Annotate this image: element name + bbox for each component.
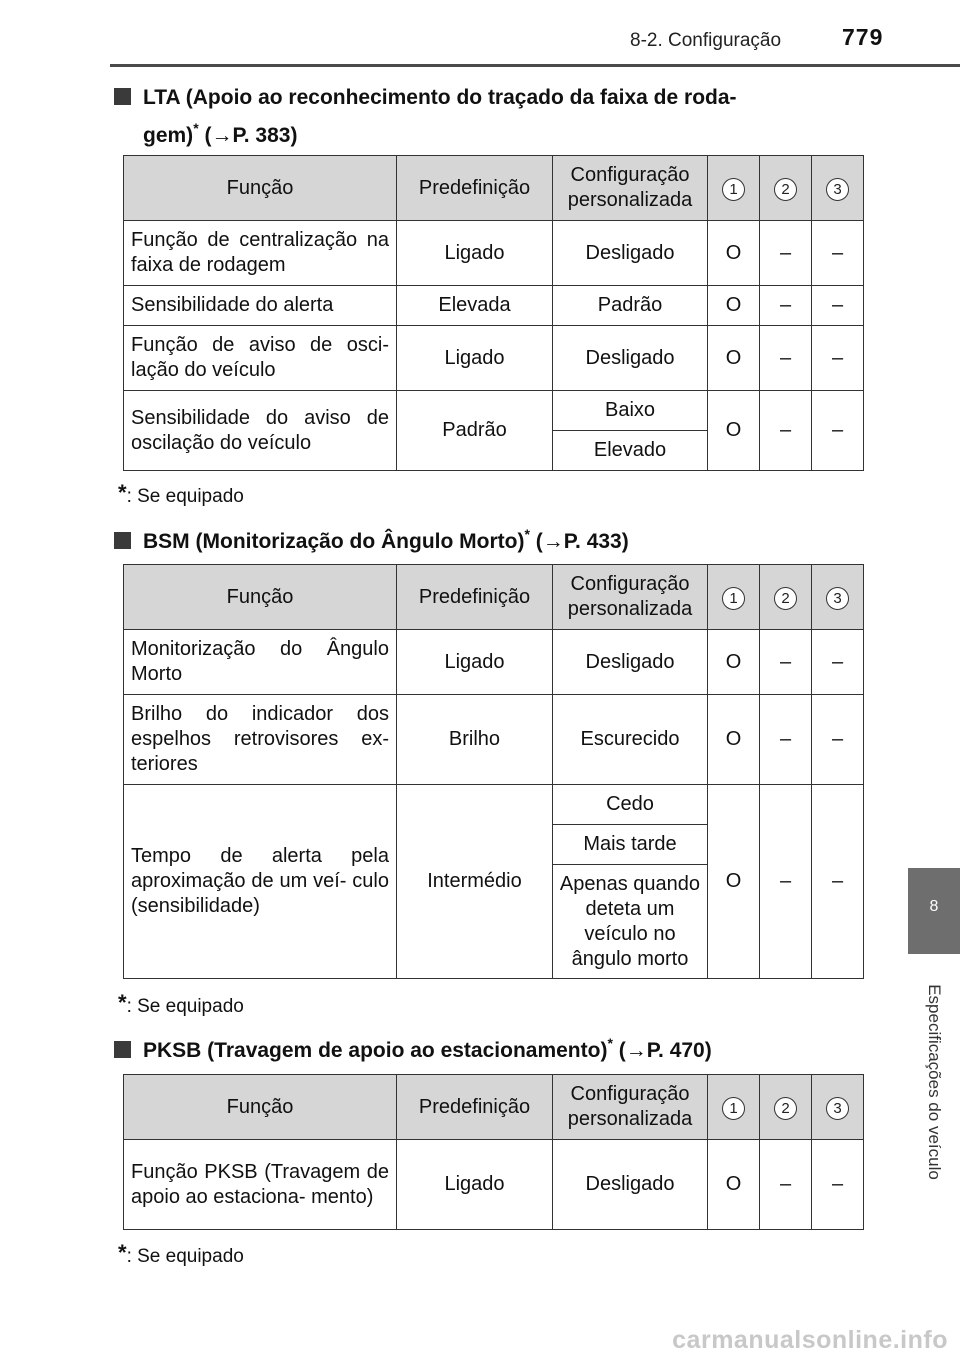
footnote: *: Se equipado bbox=[118, 480, 244, 507]
custom-cell: Desligado bbox=[553, 630, 708, 695]
table-row bbox=[124, 695, 864, 785]
default-cell: Elevada bbox=[397, 286, 553, 326]
section-title-text: PKSB (Travagem de apoio ao estacionamento) bbox=[143, 1039, 608, 1062]
custom-cell: Cedo bbox=[553, 785, 708, 825]
section-title-lta bbox=[114, 83, 737, 151]
table-row bbox=[124, 630, 864, 695]
chapter-number: 8 bbox=[929, 898, 939, 915]
option-3-cell: – bbox=[812, 326, 864, 391]
table-row bbox=[124, 326, 864, 391]
page-reference-link[interactable]: (→P. 383) bbox=[198, 124, 298, 147]
option-3-cell: – bbox=[812, 286, 864, 326]
option-2-cell: – bbox=[760, 785, 812, 979]
option-2-cell: – bbox=[760, 391, 812, 471]
table-header-row bbox=[124, 1075, 864, 1140]
custom-cell: Escurecido bbox=[553, 695, 708, 785]
footnote-star: * bbox=[193, 120, 199, 136]
column-header-default: Predefinição bbox=[397, 565, 553, 630]
column-header-1: 1 bbox=[708, 565, 760, 630]
column-header-function: Função bbox=[124, 565, 397, 630]
section-title-pksb bbox=[114, 1028, 712, 1066]
table-row bbox=[124, 221, 864, 286]
default-cell: Ligado bbox=[397, 630, 553, 695]
table-row bbox=[124, 785, 864, 825]
option-1-cell: O bbox=[708, 1140, 760, 1230]
page-reference-link[interactable]: (→P. 470) bbox=[612, 1039, 712, 1062]
option-3-cell: – bbox=[812, 221, 864, 286]
settings-table-bsm bbox=[123, 564, 864, 979]
default-cell: Padrão bbox=[397, 391, 553, 471]
footnote-star: * bbox=[607, 1035, 613, 1051]
default-cell: Ligado bbox=[397, 221, 553, 286]
option-1-cell: O bbox=[708, 221, 760, 286]
column-header-default: Predefinição bbox=[397, 1075, 553, 1140]
watermark: carmanualsonline.info bbox=[672, 1326, 948, 1354]
option-3-cell: – bbox=[812, 1140, 864, 1230]
section-title-text: LTA (Apoio ao reconhecimento do traçado da faixa de roda- bbox=[143, 86, 737, 109]
page-number: 779 bbox=[842, 24, 884, 50]
default-cell: Brilho bbox=[397, 695, 553, 785]
chapter-label: Especificações do veículo bbox=[925, 984, 944, 1180]
custom-cell: Desligado bbox=[553, 221, 708, 286]
column-header-function: Função bbox=[124, 1075, 397, 1140]
option-1-cell: O bbox=[708, 391, 760, 471]
option-3-cell: – bbox=[812, 391, 864, 471]
custom-cell: Elevado bbox=[553, 431, 708, 471]
section-title-text: BSM (Monitorização do Ângulo Morto) bbox=[143, 530, 525, 553]
option-3-cell: – bbox=[812, 785, 864, 979]
custom-cell: Mais tarde bbox=[553, 825, 708, 865]
custom-cell: Apenas quando deteta um veículo no ângulo morto bbox=[553, 865, 708, 979]
column-header-1: 1 bbox=[708, 156, 760, 221]
function-cell: Brilho do indicador dos espelhos retrovisores ex- teriores bbox=[124, 695, 397, 785]
option-1-cell: O bbox=[708, 630, 760, 695]
footnote-star: * bbox=[524, 526, 530, 542]
column-header-2: 2 bbox=[760, 1075, 812, 1140]
settings-table-lta bbox=[123, 155, 864, 471]
section-bullet-icon bbox=[114, 88, 131, 105]
table-header-row bbox=[124, 156, 864, 221]
option-2-cell: – bbox=[760, 221, 812, 286]
column-header-custom: Configuração personalizada bbox=[553, 156, 708, 221]
table-header-row bbox=[124, 565, 864, 630]
column-header-3: 3 bbox=[812, 1075, 864, 1140]
option-1-cell: O bbox=[708, 286, 760, 326]
footnote: *: Se equipado bbox=[118, 990, 244, 1017]
table-row bbox=[124, 286, 864, 326]
custom-cell: Desligado bbox=[553, 1140, 708, 1230]
custom-cell: Padrão bbox=[553, 286, 708, 326]
table-row bbox=[124, 1140, 864, 1230]
footnote-star: * bbox=[118, 480, 127, 505]
option-1-cell: O bbox=[708, 326, 760, 391]
section-bullet-icon bbox=[114, 532, 131, 549]
function-cell: Função PKSB (Travagem de apoio ao estaciona- mento) bbox=[124, 1140, 397, 1230]
section-title-text-cont: gem) bbox=[143, 124, 194, 147]
column-header-2: 2 bbox=[760, 565, 812, 630]
function-cell: Tempo de alerta pela aproximação de um veí- culo (sensibilidade) bbox=[124, 785, 397, 979]
header-divider bbox=[110, 64, 960, 67]
column-header-function: Função bbox=[124, 156, 397, 221]
function-cell: Função de centralização na faixa de rodagem bbox=[124, 221, 397, 286]
column-header-2: 2 bbox=[760, 156, 812, 221]
function-cell: Função de aviso de osci- lação do veículo bbox=[124, 326, 397, 391]
column-header-3: 3 bbox=[812, 156, 864, 221]
footnote-star: * bbox=[118, 990, 127, 1015]
default-cell: Ligado bbox=[397, 326, 553, 391]
function-cell: Sensibilidade do aviso de oscilação do veículo bbox=[124, 391, 397, 471]
table-row bbox=[124, 391, 864, 431]
option-3-cell: – bbox=[812, 630, 864, 695]
option-2-cell: – bbox=[760, 286, 812, 326]
option-3-cell: – bbox=[812, 695, 864, 785]
option-1-cell: O bbox=[708, 785, 760, 979]
option-2-cell: – bbox=[760, 630, 812, 695]
option-2-cell: – bbox=[760, 695, 812, 785]
option-1-cell: O bbox=[708, 695, 760, 785]
option-2-cell: – bbox=[760, 1140, 812, 1230]
column-header-1: 1 bbox=[708, 1075, 760, 1140]
column-header-3: 3 bbox=[812, 565, 864, 630]
function-cell: Monitorização do Ângulo Morto bbox=[124, 630, 397, 695]
option-2-cell: – bbox=[760, 326, 812, 391]
column-header-custom: Configuração personalizada bbox=[553, 565, 708, 630]
footnote: *: Se equipado bbox=[118, 1240, 244, 1267]
settings-table-pksb bbox=[123, 1074, 864, 1230]
section-bullet-icon bbox=[114, 1041, 131, 1058]
default-cell: Ligado bbox=[397, 1140, 553, 1230]
function-cell: Sensibilidade do alerta bbox=[124, 286, 397, 326]
page-reference-link[interactable]: (→P. 433) bbox=[529, 530, 629, 553]
section-title-bsm bbox=[114, 519, 629, 557]
column-header-default: Predefinição bbox=[397, 156, 553, 221]
column-header-custom: Configuração personalizada bbox=[553, 1075, 708, 1140]
default-cell: Intermédio bbox=[397, 785, 553, 979]
section-heading: 8-2. Configuração bbox=[630, 30, 782, 51]
custom-cell: Baixo bbox=[553, 391, 708, 431]
footnote-star: * bbox=[118, 1240, 127, 1265]
custom-cell: Desligado bbox=[553, 326, 708, 391]
